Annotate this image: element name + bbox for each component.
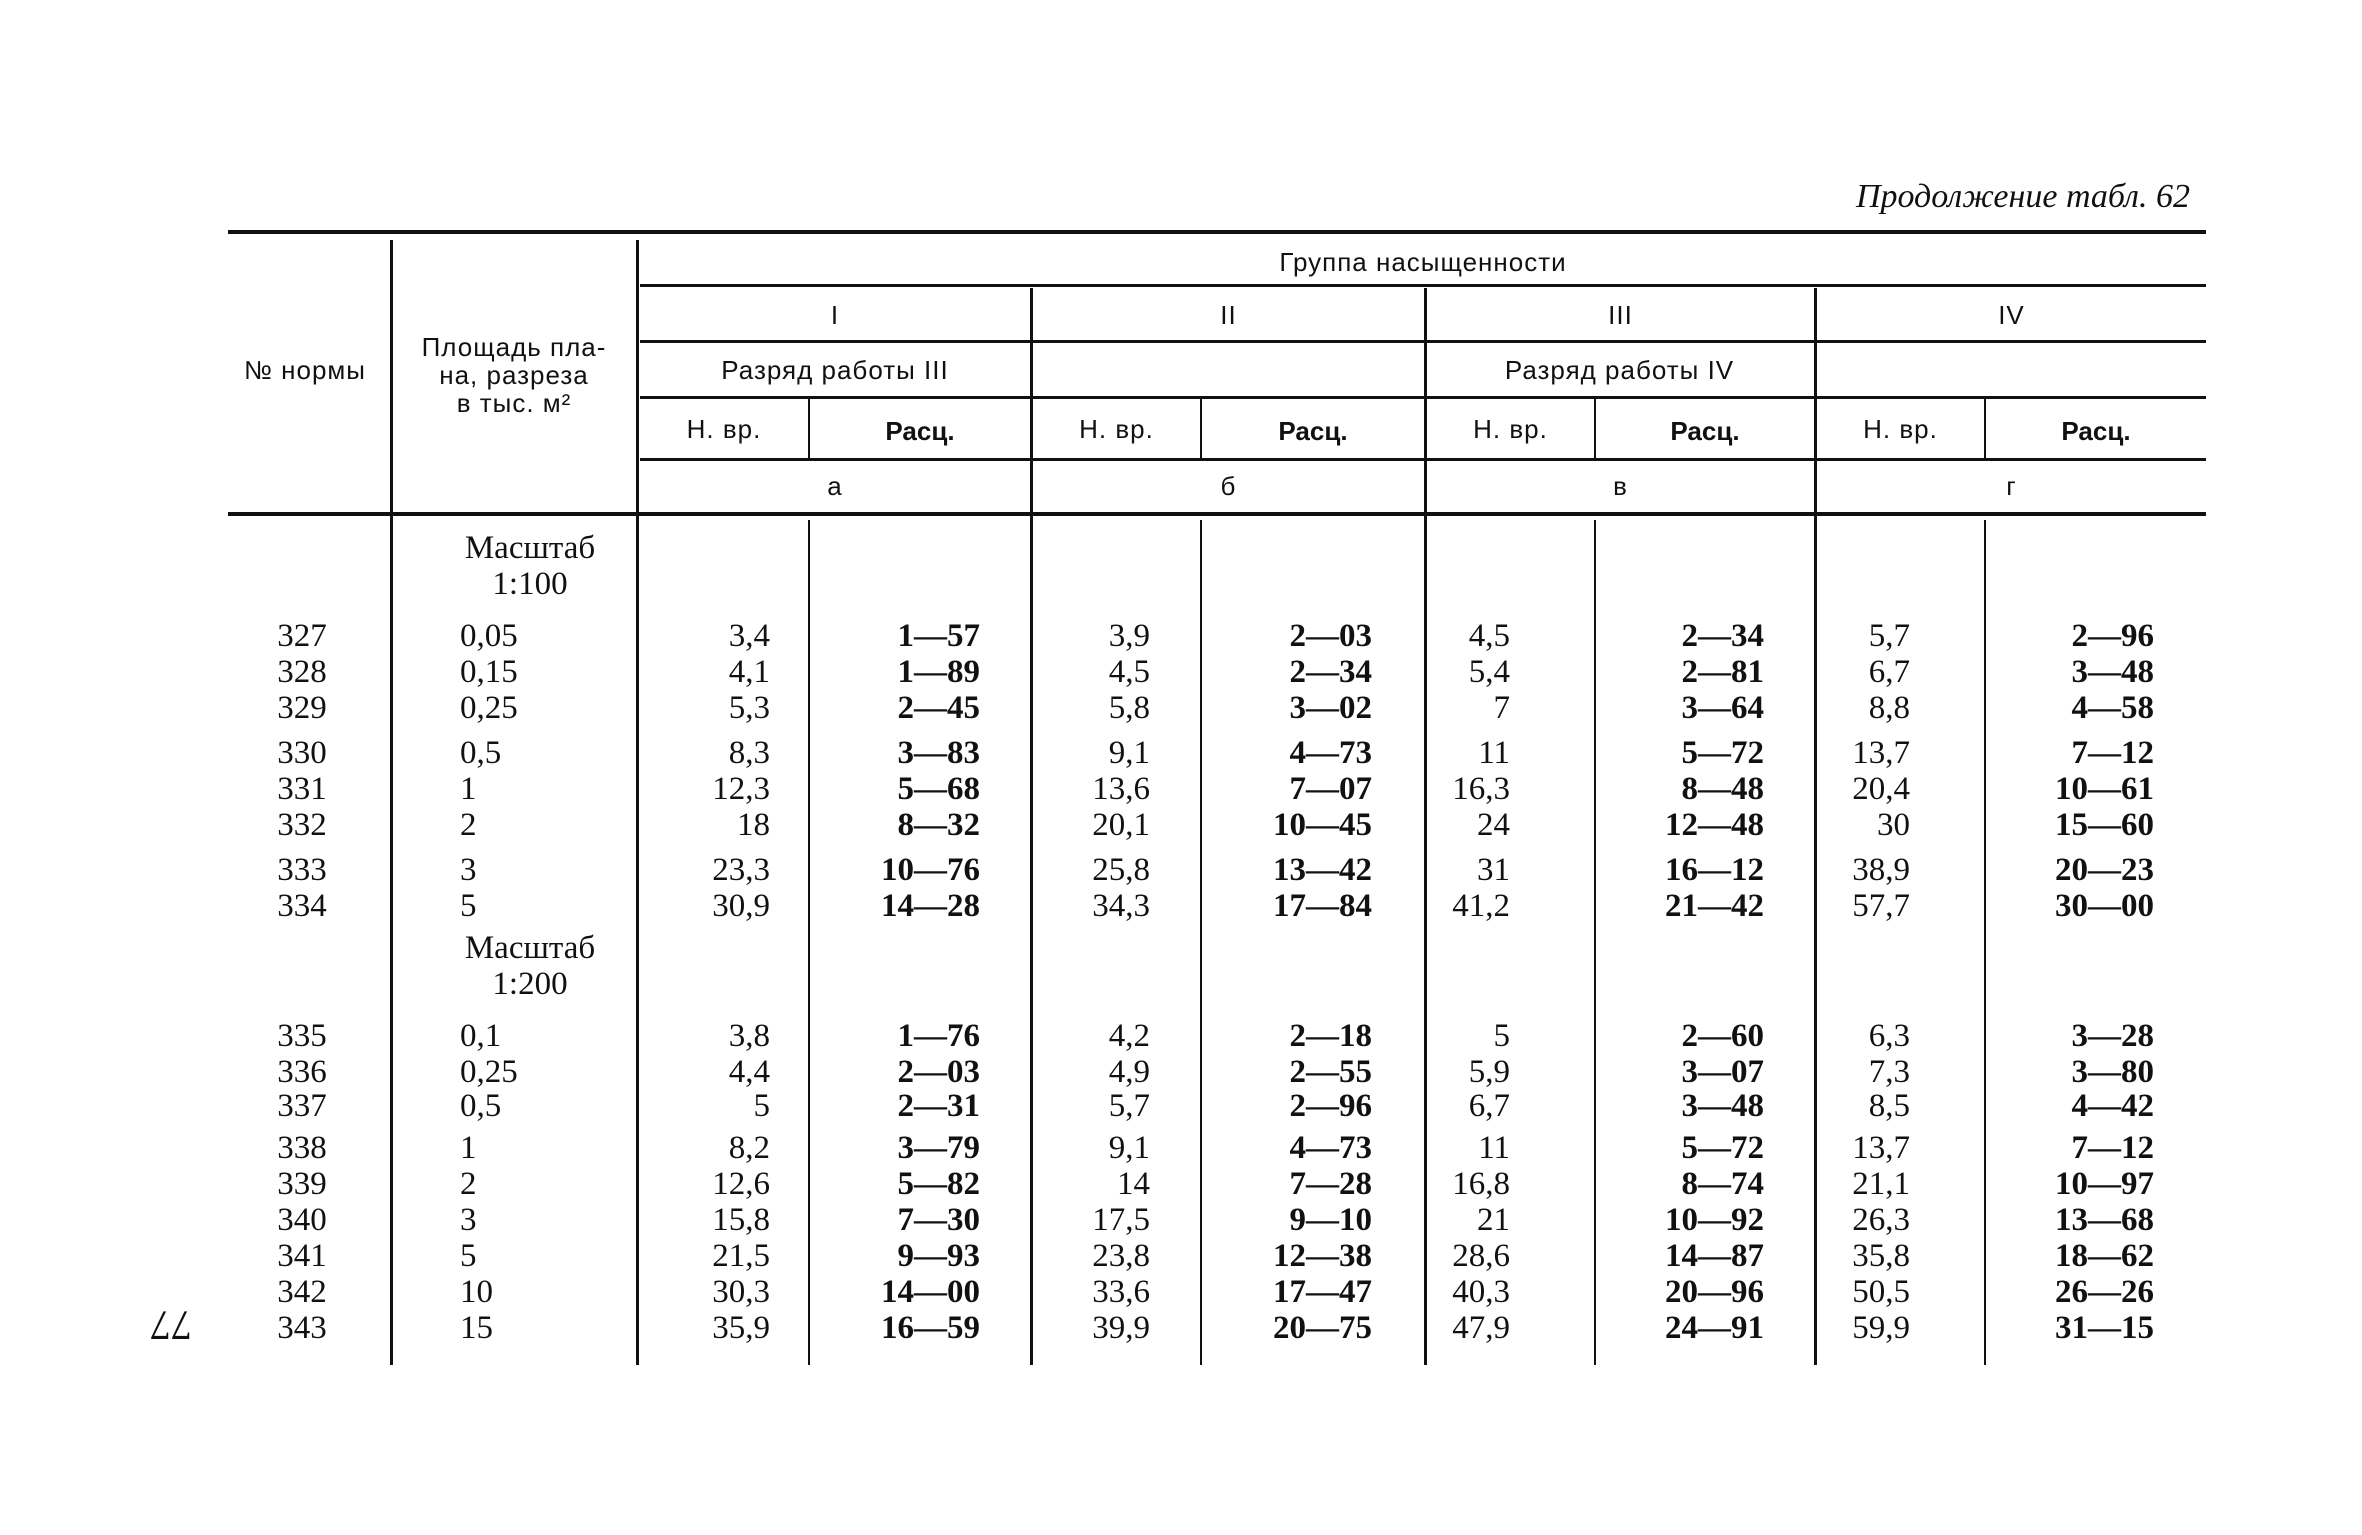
header-time-c: Н. вр.	[1473, 414, 1548, 444]
norm-number: 339	[277, 1166, 327, 1202]
header-group-iii: III	[1608, 300, 1633, 330]
header-group-i: I	[830, 300, 840, 330]
time-norm-cell: 30,3	[712, 1274, 770, 1310]
time-norm-cell: 41,2	[1452, 888, 1510, 924]
pay-rate-cell: 13—42	[1273, 852, 1372, 888]
norm-number: 336	[277, 1054, 327, 1090]
time-norm-cell: 26,3	[1852, 1202, 1910, 1238]
header-area	[396, 325, 632, 425]
section-title-line2: 1:100	[492, 566, 568, 602]
time-norm-cell: 12,6	[712, 1166, 770, 1202]
time-norm-cell: 5,7	[1108, 1088, 1150, 1124]
header-area-line2: на, разреза	[439, 360, 589, 390]
pay-rate-cell: 3—28	[2071, 1018, 2154, 1054]
norm-number: 335	[277, 1018, 327, 1054]
pay-rate-cell: 1—89	[897, 654, 980, 690]
pay-rate-cell: 12—48	[1665, 807, 1764, 843]
time-norm-cell: 7	[1493, 690, 1510, 726]
pay-rate-cell: 7—07	[1289, 771, 1372, 807]
pay-rate-cell: 9—93	[897, 1238, 980, 1274]
pay-rate-cell: 4—73	[1289, 735, 1372, 771]
pay-rate-cell: 2—81	[1681, 654, 1764, 690]
pay-rate-cell: 14—87	[1665, 1238, 1764, 1274]
norm-number: 328	[277, 654, 327, 690]
header-time-d: Н. вр.	[1863, 414, 1938, 444]
time-norm-cell: 3,9	[1108, 618, 1150, 654]
time-norm-cell: 15,8	[712, 1202, 770, 1238]
time-norm-cell: 16,3	[1452, 771, 1510, 807]
time-norm-cell: 5,7	[1868, 618, 1910, 654]
pay-rate-cell: 7—30	[897, 1202, 980, 1238]
pay-rate-cell: 5—72	[1681, 735, 1764, 771]
pay-rate-cell: 7—28	[1289, 1166, 1372, 1202]
area-value: 0,05	[460, 618, 518, 654]
section-title-line1: Масштаб	[464, 930, 596, 966]
area-value: 15	[460, 1310, 493, 1346]
time-norm-cell: 5	[753, 1088, 770, 1124]
unit-label-rule	[640, 458, 2206, 461]
time-norm-cell: 6,7	[1468, 1088, 1510, 1124]
norm-number: 330	[277, 735, 327, 771]
time-norm-cell: 9,1	[1108, 1130, 1150, 1166]
norm-number: 341	[277, 1238, 327, 1274]
pay-rate-cell: 2—18	[1289, 1018, 1372, 1054]
time-norm-cell: 40,3	[1452, 1274, 1510, 1310]
time-norm-cell: 13,6	[1092, 771, 1150, 807]
time-norm-cell: 24	[1477, 807, 1510, 843]
section-title	[400, 930, 660, 1002]
pay-rate-cell: 2—60	[1681, 1018, 1764, 1054]
pay-rate-cell: 3—07	[1681, 1054, 1764, 1090]
time-norm-cell: 34,3	[1092, 888, 1150, 924]
pay-rate-cell: 8—48	[1681, 771, 1764, 807]
col-rule-b-mid-body	[1200, 520, 1202, 1365]
pay-rate-cell: 14—28	[881, 888, 980, 924]
pay-rate-cell: 24—91	[1665, 1310, 1764, 1346]
pay-rate-cell: 3—48	[1681, 1088, 1764, 1124]
pay-rate-cell: 20—96	[1665, 1274, 1764, 1310]
area-value: 5	[460, 888, 477, 924]
time-norm-cell: 57,7	[1852, 888, 1910, 924]
top-rule	[228, 230, 2206, 234]
area-value: 5	[460, 1238, 477, 1274]
time-norm-cell: 11	[1478, 735, 1510, 771]
section-title-line1: Масштаб	[464, 530, 596, 566]
pay-rate-cell: 4—42	[2071, 1088, 2154, 1124]
header-area-line3: в тыс. м²	[456, 388, 572, 418]
area-value: 3	[460, 852, 477, 888]
pay-rate-cell: 16—59	[881, 1310, 980, 1346]
time-norm-cell: 5	[1493, 1018, 1510, 1054]
pay-rate-cell: 8—74	[1681, 1166, 1764, 1202]
time-norm-cell: 9,1	[1108, 735, 1150, 771]
pay-rate-cell: 3—83	[897, 735, 980, 771]
time-norm-cell: 30	[1877, 807, 1910, 843]
section-title	[400, 530, 660, 602]
pay-rate-cell: 2—03	[897, 1054, 980, 1090]
time-norm-cell: 5,3	[728, 690, 770, 726]
header-pay-b: Расц.	[1278, 416, 1348, 446]
group-numeral-rule	[640, 340, 2206, 343]
pay-rate-cell: 30—00	[2055, 888, 2154, 924]
time-norm-cell: 21,1	[1852, 1166, 1910, 1202]
section-title-line2: 1:200	[492, 966, 568, 1002]
pay-rate-cell: 2—55	[1289, 1054, 1372, 1090]
pay-rate-cell: 10—97	[2055, 1166, 2154, 1202]
time-norm-cell: 5,4	[1468, 654, 1510, 690]
pay-rate-cell: 1—57	[897, 618, 980, 654]
pay-rate-cell: 2—34	[1289, 654, 1372, 690]
pay-rate-cell: 4—58	[2071, 690, 2154, 726]
norm-number: 334	[277, 888, 327, 924]
area-value: 2	[460, 1166, 477, 1202]
pay-rate-cell: 2—34	[1681, 618, 1764, 654]
time-norm-cell: 39,9	[1092, 1310, 1150, 1346]
pay-rate-cell: 10—92	[1665, 1202, 1764, 1238]
col-rule-area-right	[636, 240, 639, 1365]
header-group-ii: II	[1220, 300, 1237, 330]
time-norm-cell: 12,3	[712, 771, 770, 807]
time-norm-cell: 8,5	[1868, 1088, 1910, 1124]
pay-rate-cell: 3—80	[2071, 1054, 2154, 1090]
header-group-iv: IV	[1998, 300, 2025, 330]
header-letter-d: г	[2006, 471, 2017, 501]
pay-rate-cell: 12—38	[1273, 1238, 1372, 1274]
time-norm-cell: 25,8	[1092, 852, 1150, 888]
norm-number: 342	[277, 1274, 327, 1310]
norm-number: 340	[277, 1202, 327, 1238]
time-norm-cell: 6,7	[1868, 654, 1910, 690]
pay-rate-cell: 3—79	[897, 1130, 980, 1166]
pay-rate-cell: 20—75	[1273, 1310, 1372, 1346]
time-norm-cell: 30,9	[712, 888, 770, 924]
norm-number: 327	[277, 618, 327, 654]
time-norm-cell: 23,8	[1092, 1238, 1150, 1274]
area-value: 0,25	[460, 1054, 518, 1090]
page-number: 77	[150, 1301, 192, 1347]
pay-rate-cell: 8—32	[897, 807, 980, 843]
area-value: 3	[460, 1202, 477, 1238]
pay-rate-cell: 26—26	[2055, 1274, 2154, 1310]
time-norm-cell: 28,6	[1452, 1238, 1510, 1274]
area-value: 0,25	[460, 690, 518, 726]
time-norm-cell: 20,4	[1852, 771, 1910, 807]
header-group-title: Группа насыщенности	[1279, 247, 1567, 277]
header-bottom-rule	[228, 512, 2206, 516]
time-norm-cell: 8,3	[728, 735, 770, 771]
pay-rate-cell: 17—47	[1273, 1274, 1372, 1310]
time-norm-cell: 14	[1117, 1166, 1150, 1202]
header-letter-c: в	[1613, 471, 1628, 501]
pay-rate-cell: 7—12	[2071, 735, 2154, 771]
area-value: 0,5	[460, 735, 502, 771]
pay-rate-cell: 10—76	[881, 852, 980, 888]
group-title-rule	[640, 284, 2206, 287]
time-norm-cell: 17,5	[1092, 1202, 1150, 1238]
time-norm-cell: 38,9	[1852, 852, 1910, 888]
pay-rate-cell: 1—76	[897, 1018, 980, 1054]
time-norm-cell: 3,8	[728, 1018, 770, 1054]
time-norm-cell: 4,4	[728, 1054, 770, 1090]
header-time-b: Н. вр.	[1079, 414, 1154, 444]
time-norm-cell: 4,5	[1108, 654, 1150, 690]
pay-rate-cell: 9—10	[1289, 1202, 1372, 1238]
time-norm-cell: 4,9	[1108, 1054, 1150, 1090]
area-value: 10	[460, 1274, 493, 1310]
time-norm-cell: 8,8	[1868, 690, 1910, 726]
time-norm-cell: 33,6	[1092, 1274, 1150, 1310]
time-norm-cell: 21,5	[712, 1238, 770, 1274]
pay-rate-cell: 7—12	[2071, 1130, 2154, 1166]
time-norm-cell: 7,3	[1868, 1054, 1910, 1090]
time-norm-cell: 4,5	[1468, 618, 1510, 654]
pay-rate-cell: 14—00	[881, 1274, 980, 1310]
time-norm-cell: 35,8	[1852, 1238, 1910, 1274]
header-pay-a: Расц.	[885, 416, 955, 446]
col-rule-c-mid-body	[1594, 520, 1596, 1365]
pay-rate-cell: 5—82	[897, 1166, 980, 1202]
pay-rate-cell: 2—03	[1289, 618, 1372, 654]
time-norm-cell: 18	[737, 807, 770, 843]
pay-rate-cell: 10—45	[1273, 807, 1372, 843]
time-norm-cell: 59,9	[1852, 1310, 1910, 1346]
pay-rate-cell: 21—42	[1665, 888, 1764, 924]
norm-number: 338	[277, 1130, 327, 1166]
time-norm-cell: 8,2	[728, 1130, 770, 1166]
time-norm-cell: 16,8	[1452, 1166, 1510, 1202]
norm-number: 343	[277, 1310, 327, 1346]
header-pay-d: Расц.	[2061, 416, 2131, 446]
norm-number: 337	[277, 1088, 327, 1124]
header-letter-b: б	[1220, 471, 1237, 501]
time-norm-cell: 47,9	[1452, 1310, 1510, 1346]
header-grade-iv: Разряд работы IV	[1504, 355, 1735, 385]
pay-rate-cell: 3—02	[1289, 690, 1372, 726]
time-norm-cell: 50,5	[1852, 1274, 1910, 1310]
pay-rate-cell: 2—31	[897, 1088, 980, 1124]
norm-number: 333	[277, 852, 327, 888]
pay-rate-cell: 3—64	[1681, 690, 1764, 726]
area-value: 0,5	[460, 1088, 502, 1124]
norm-number: 329	[277, 690, 327, 726]
pay-rate-cell: 17—84	[1273, 888, 1372, 924]
pay-rate-cell: 15—60	[2055, 807, 2154, 843]
pay-rate-cell: 10—61	[2055, 771, 2154, 807]
pay-rate-cell: 16—12	[1665, 852, 1764, 888]
col-rule-area-left	[390, 240, 393, 1365]
grade-rule	[640, 396, 2206, 399]
area-value: 0,15	[460, 654, 518, 690]
time-norm-cell: 23,3	[712, 852, 770, 888]
pay-rate-cell: 31—15	[2055, 1310, 2154, 1346]
area-value: 1	[460, 1130, 477, 1166]
time-norm-cell: 5,9	[1468, 1054, 1510, 1090]
pay-rate-cell: 5—72	[1681, 1130, 1764, 1166]
header-time-a: Н. вр.	[686, 414, 762, 444]
time-norm-cell: 21	[1477, 1202, 1510, 1238]
time-norm-cell: 20,1	[1092, 807, 1150, 843]
header-grade-iii: Разряд работы III	[721, 355, 949, 385]
pay-rate-cell: 2—96	[1289, 1088, 1372, 1124]
pay-rate-cell: 2—96	[2071, 618, 2154, 654]
area-value: 1	[460, 771, 477, 807]
pay-rate-cell: 5—68	[897, 771, 980, 807]
time-norm-cell: 11	[1478, 1130, 1510, 1166]
norm-number: 332	[277, 807, 327, 843]
pay-rate-cell: 20—23	[2055, 852, 2154, 888]
area-value: 0,1	[460, 1018, 502, 1054]
time-norm-cell: 13,7	[1852, 735, 1910, 771]
pay-rate-cell: 2—45	[897, 690, 980, 726]
header-area-line1: Площадь пла-	[421, 332, 607, 362]
header-norm-number: № нормы	[244, 355, 366, 385]
header-pay-c: Расц.	[1670, 416, 1740, 446]
time-norm-cell: 6,3	[1868, 1018, 1910, 1054]
col-rule-a-mid-body	[808, 520, 810, 1365]
pay-rate-cell: 13—68	[2055, 1202, 2154, 1238]
time-norm-cell: 4,1	[728, 654, 770, 690]
time-norm-cell: 31	[1477, 852, 1510, 888]
pay-rate-cell: 3—48	[2071, 654, 2154, 690]
time-norm-cell: 5,8	[1108, 690, 1150, 726]
area-value: 2	[460, 807, 477, 843]
col-rule-d-mid-body	[1984, 520, 1986, 1365]
pay-rate-cell: 18—62	[2055, 1238, 2154, 1274]
time-norm-cell: 13,7	[1852, 1130, 1910, 1166]
time-norm-cell: 3,4	[728, 618, 770, 654]
header-letter-a: а	[827, 471, 843, 501]
pay-rate-cell: 4—73	[1289, 1130, 1372, 1166]
time-norm-cell: 4,2	[1108, 1018, 1150, 1054]
time-norm-cell: 35,9	[712, 1310, 770, 1346]
norm-number: 331	[277, 771, 327, 807]
table-caption: Продолжение табл. 62	[1855, 178, 2190, 215]
